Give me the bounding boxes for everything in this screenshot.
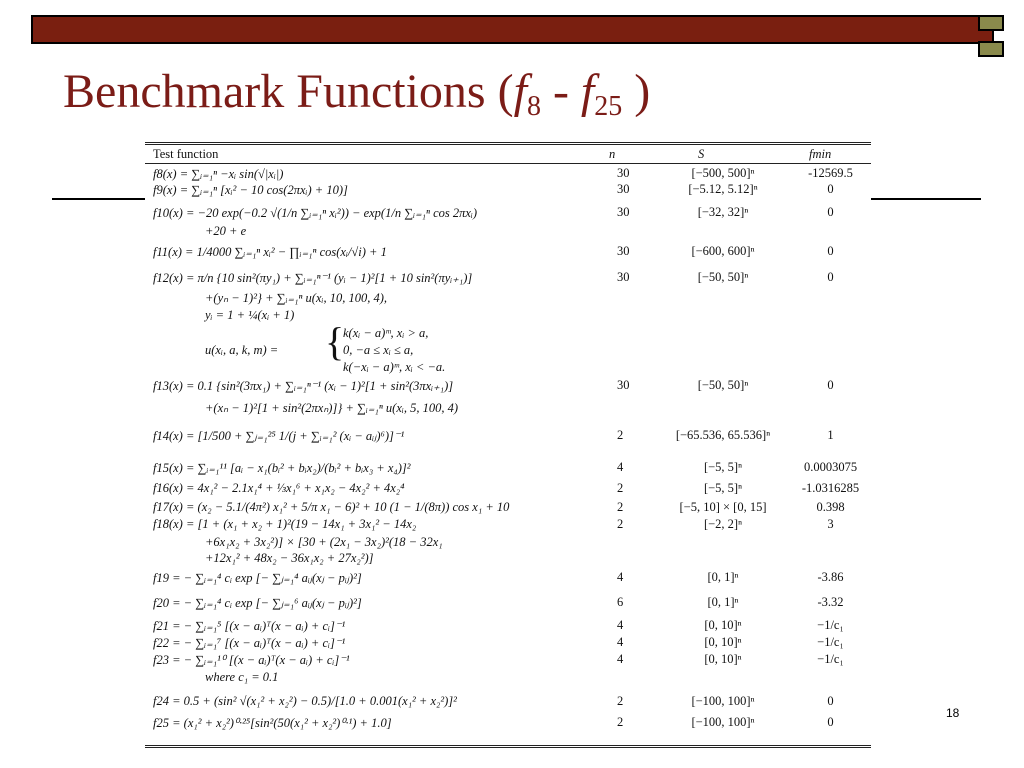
row-s: [−50, 50]ⁿ	[697, 270, 749, 284]
row-s: [−5, 5]ⁿ	[703, 460, 743, 474]
row-s: [−32, 32]ⁿ	[697, 205, 749, 219]
row-n: 30	[617, 166, 630, 180]
row-s: [0, 1]ⁿ	[707, 570, 739, 584]
table-row	[153, 652, 865, 668]
table-bottom-rule-2	[145, 747, 871, 748]
table-row	[153, 205, 865, 221]
row-fmin: −1/c₁	[817, 618, 844, 632]
title-f1: f	[513, 65, 527, 118]
row-continuation: yᵢ = 1 + ¼(xᵢ + 1)	[205, 308, 295, 322]
row-function: f22 = − ∑ᵢ₌₁⁷ [(x − aᵢ)ᵀ(x − aᵢ) + cᵢ]⁻¹	[153, 636, 346, 650]
row-n: 2	[617, 715, 624, 729]
row-n: 2	[617, 517, 624, 531]
table-row	[153, 618, 865, 634]
row-n: 2	[617, 481, 624, 495]
row-function: f8(x) = ∑ᵢ₌₁ⁿ −xᵢ sin(√|xᵢ|)	[153, 167, 284, 181]
row-function: f18(x) = [1 + (x₁ + x₂ + 1)²(19 − 14x₁ + 3x₁² − 14x₂	[153, 517, 417, 531]
row-n: 30	[617, 270, 630, 284]
row-fmin: -12569.5	[808, 166, 853, 180]
row-s: [−5, 5]ⁿ	[703, 481, 743, 495]
row-fmin: 0	[827, 205, 834, 219]
row-s: [−5.12, 5.12]ⁿ	[688, 182, 758, 196]
row-s: [0, 10]ⁿ	[704, 652, 742, 666]
row-function: f14(x) = [1/500 + ∑ⱼ₌₁²⁵ 1/(j + ∑ᵢ₌₁² (xᵢ − aᵢⱼ)⁶)]⁻¹	[153, 429, 405, 443]
row-function: f10(x) = −20 exp(−0.2 √(1/n ∑ᵢ₌₁ⁿ xᵢ²)) − exp(1/n ∑ᵢ₌₁ⁿ cos 2πxᵢ)	[153, 206, 478, 220]
row-fmin: 0	[827, 270, 834, 284]
row-function: f13(x) = 0.1 {sin²(3πx₁) + ∑ᵢ₌₁ⁿ⁻¹ (xᵢ − 1)²[1 + sin²(3πxᵢ₊₁)]	[153, 379, 454, 393]
row-s: [0, 10]ⁿ	[704, 618, 742, 632]
benchmark-table	[145, 142, 871, 752]
table-top-rule-2	[145, 144, 871, 145]
title-sub2: 25	[594, 91, 623, 122]
row-function: f20 = − ∑ᵢ₌₁⁴ cᵢ exp [− ∑ⱼ₌₁⁶ aᵢⱼ(xⱼ − pᵢⱼ)²]	[153, 596, 362, 610]
row-n: 30	[617, 378, 630, 392]
page-number: 18	[946, 706, 960, 720]
row-function: f11(x) = 1/4000 ∑ᵢ₌₁ⁿ xᵢ² − ∏ᵢ₌₁ⁿ cos(xᵢ/√i) + 1	[153, 245, 387, 259]
row-function: f24 = 0.5 + (sin² √(x₁² + x₂²) − 0.5)/[1.0 + 0.001(x₁² + x₂²)]²	[153, 694, 457, 708]
row-s: [0, 1]ⁿ	[707, 595, 739, 609]
row-fmin: 0.398	[816, 500, 845, 514]
row-fmin: 0	[827, 715, 834, 729]
row-fmin: -3.86	[817, 570, 844, 584]
row-fmin: 0	[827, 378, 834, 392]
header-rule	[145, 163, 871, 164]
row-fmin: 0	[827, 694, 834, 708]
row-n: 6	[617, 595, 624, 609]
table-row	[153, 270, 865, 286]
row-s: [0, 10]ⁿ	[704, 635, 742, 649]
row-function: f16(x) = 4x₁² − 2.1x₁⁴ + ⅓x₁⁶ + x₁x₂ − 4x₂² + 4x₂⁴	[153, 481, 405, 495]
row-n: 4	[617, 652, 624, 666]
title-f2: f	[580, 65, 595, 118]
row-s: [−50, 50]ⁿ	[697, 378, 749, 392]
row-s: [−5, 10] × [0, 15]	[679, 500, 767, 514]
title-prefix: Benchmark Functions (	[63, 65, 514, 118]
table-row	[153, 635, 865, 651]
title-suffix: )	[622, 65, 651, 118]
row-function: f19 = − ∑ᵢ₌₁⁴ cᵢ exp [− ∑ⱼ₌₁⁴ aᵢⱼ(xⱼ − pᵢⱼ)²]	[153, 571, 362, 585]
table-row	[153, 182, 865, 198]
table-row	[153, 378, 865, 394]
row-fmin: 0.0003075	[803, 460, 858, 474]
table-top-rule	[145, 142, 871, 143]
table-row	[153, 715, 865, 731]
row-fmin: −1/c₁	[817, 635, 844, 649]
row-s: [−500, 500]ⁿ	[691, 166, 755, 180]
row-function: f9(x) = ∑ᵢ₌₁ⁿ [xᵢ² − 10 cos(2πxᵢ) + 10)]	[153, 183, 348, 197]
brace-icon: {	[325, 319, 345, 364]
row-n: 2	[617, 694, 624, 708]
table-row	[153, 244, 865, 260]
penalty-function-lhs: u(xᵢ, a, k, m) =	[205, 343, 279, 357]
row-fmin: 3	[827, 517, 834, 531]
table-row	[153, 500, 865, 516]
row-continuation: +12x₁² + 48x₂ − 36x₁x₂ + 27x₂²)]	[205, 551, 374, 565]
row-fmin: -3.32	[817, 595, 844, 609]
divider-right	[871, 198, 981, 200]
row-s: [−100, 100]ⁿ	[691, 694, 755, 708]
corner-square-top	[978, 15, 1004, 31]
penalty-case-2: 0, −a ≤ xᵢ ≤ a,	[343, 343, 414, 357]
header-test-function: Test function	[153, 147, 219, 161]
row-function: f12(x) = π/n {10 sin²(πy₁) + ∑ᵢ₌₁ⁿ⁻¹ (yᵢ − 1)²[1 + 10 sin²(πyᵢ₊₁)]	[153, 271, 473, 285]
table-row	[153, 428, 865, 444]
penalty-case-1: k(xᵢ − a)ᵐ, xᵢ > a,	[343, 326, 429, 340]
table-row	[153, 481, 865, 497]
row-s: [−65.536, 65.536]ⁿ	[675, 428, 771, 442]
table-row	[153, 694, 865, 710]
row-fmin: 0	[827, 244, 834, 258]
row-continuation: +(yₙ − 1)²} + ∑ᵢ₌₁ⁿ u(xᵢ, 10, 100, 4),	[205, 291, 388, 305]
row-function: f21 = − ∑ᵢ₌₁⁵ [(x − aᵢ)ᵀ(x − aᵢ) + cᵢ]⁻¹	[153, 619, 346, 633]
row-function: f25 = (x₁² + x₂²)⁰·²⁵[sin²(50(x₁² + x₂²)⁰·¹) + 1.0]	[153, 716, 392, 730]
table-row	[153, 570, 865, 586]
table-bottom-rule	[145, 745, 871, 746]
table-row	[153, 517, 865, 533]
row-continuation: +6x₁x₂ + 3x₂²)] × [30 + (2x₁ − 3x₂)²(18 − 32x₁	[205, 535, 443, 549]
row-fmin: -1.0316285	[801, 481, 860, 495]
slide-title	[63, 64, 650, 123]
header-fmin: fmin	[809, 147, 832, 161]
corner-square-bottom	[978, 41, 1004, 57]
row-function: f23 = − ∑ᵢ₌₁¹⁰ [(x − aᵢ)ᵀ(x − aᵢ) + cᵢ]⁻¹	[153, 653, 350, 667]
row-n: 4	[617, 618, 624, 632]
row-function: f15(x) = ∑ᵢ₌₁¹¹ [aᵢ − x₁(bᵢ² + bᵢx₂)/(bᵢ² + bᵢx₃ + x₄)]²	[153, 461, 411, 475]
row-n: 30	[617, 182, 630, 196]
row-n: 4	[617, 570, 624, 584]
row-fmin: 1	[827, 428, 834, 442]
row-n: 4	[617, 460, 624, 474]
row-continuation: where c₁ = 0.1	[205, 670, 279, 684]
penalty-case-3: k(−xᵢ − a)ᵐ, xᵢ < −a.	[343, 360, 446, 374]
title-mid: -	[540, 65, 581, 118]
row-n: 2	[617, 428, 624, 442]
row-function: f17(x) = (x₂ − 5.1/(4π²) x₁² + 5/π x₁ − 6)² + 10 (1 − 1/(8π)) cos x₁ + 10	[153, 500, 510, 514]
top-bar-red	[33, 17, 992, 42]
row-n: 30	[617, 244, 630, 258]
header-s: S	[698, 147, 705, 161]
divider-left	[52, 198, 146, 200]
table-row	[153, 460, 865, 476]
row-continuation: +20 + e	[205, 224, 247, 238]
row-n: 4	[617, 635, 624, 649]
title-sub1: 8	[526, 91, 541, 122]
row-continuation: +(xₙ − 1)²[1 + sin²(2πxₙ)]} + ∑ᵢ₌₁ⁿ u(xᵢ, 5, 100, 4)	[205, 401, 459, 415]
row-s: [−2, 2]ⁿ	[703, 517, 743, 531]
table-row	[153, 166, 865, 182]
row-fmin: −1/c₁	[817, 652, 844, 666]
row-s: [−100, 100]ⁿ	[691, 715, 755, 729]
table-row	[153, 595, 865, 611]
row-fmin: 0	[827, 182, 834, 196]
row-s: [−600, 600]ⁿ	[691, 244, 755, 258]
row-n: 2	[617, 500, 624, 514]
row-n: 30	[617, 205, 630, 219]
header-n: n	[609, 147, 616, 161]
